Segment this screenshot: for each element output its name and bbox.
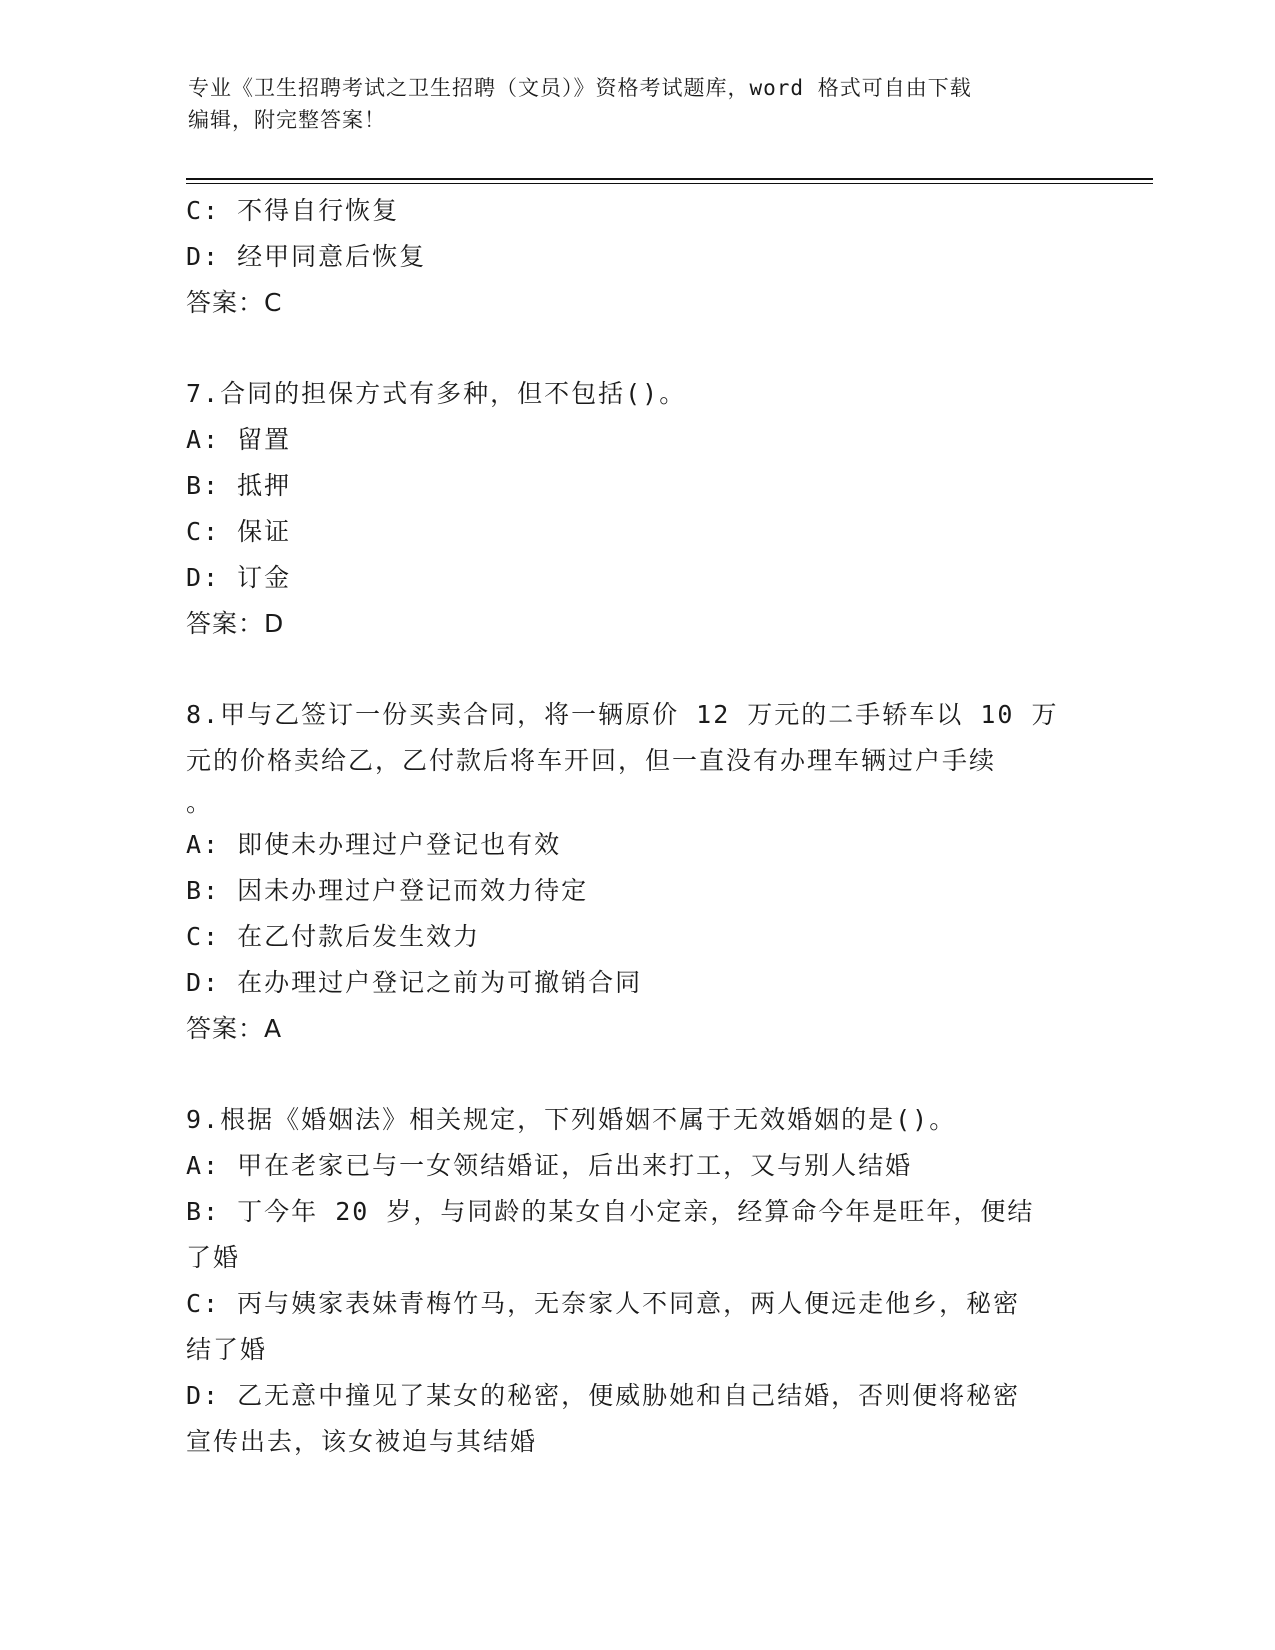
q6-answer: 答案：C [186, 288, 283, 317]
q8-title-line-1: 8.甲与乙签订一份买卖合同，将一辆原价 12 万元的二手轿车以 10 万 [186, 700, 1059, 729]
header-divider-thick [186, 178, 1153, 180]
q8-option-d: D: 在办理过户登记之前为可撤销合同 [186, 968, 643, 997]
question-8 [186, 692, 1086, 1052]
q6-option-d: D: 经甲同意后恢复 [186, 242, 427, 271]
question-9 [186, 1097, 1086, 1465]
q9-option-c-line-2: 结了婚 [186, 1335, 268, 1364]
q9-option-b-line-2: 了婚 [186, 1243, 241, 1272]
header-divider-thin [186, 183, 1153, 184]
q7-option-a: A: 留置 [186, 425, 292, 454]
q7-option-b: B: 抵押 [186, 471, 292, 500]
spacer [186, 326, 1086, 371]
q7-option-c: C: 保证 [186, 517, 292, 546]
q9-title: 9.根据《婚姻法》相关规定，下列婚姻不属于无效婚姻的是()。 [186, 1105, 957, 1134]
q9-option-b-line-1: B: 丁今年 20 岁，与同龄的某女自小定亲，经算命今年是旺年，便结 [186, 1197, 1035, 1226]
spacer [186, 647, 1086, 692]
header-line-1: 专业《卫生招聘考试之卫生招聘（文员）》资格考试题库，word 格式可自由下载 [188, 76, 972, 100]
q8-title-line-3: 。 [186, 788, 214, 817]
question-6-tail [186, 188, 1086, 326]
q8-option-b: B: 因未办理过户登记而效力待定 [186, 876, 589, 905]
spacer [186, 1052, 1086, 1097]
q8-option-a: A: 即使未办理过户登记也有效 [186, 830, 562, 859]
q9-option-c-line-1: C: 丙与姨家表妹青梅竹马，无奈家人不同意，两人便远走他乡，秘密 [186, 1289, 1021, 1318]
q7-answer: 答案：D [186, 609, 285, 638]
header-line-2: 编辑，附完整答案！ [188, 108, 386, 132]
q7-title: 7.合同的担保方式有多种，但不包括()。 [186, 379, 687, 408]
q9-option-d-line-2: 宣传出去，该女被迫与其结婚 [186, 1427, 538, 1456]
q9-option-d-line-1: D: 乙无意中撞见了某女的秘密，便威胁她和自己结婚，否则便将秘密 [186, 1381, 1021, 1410]
q8-title-line-2: 元的价格卖给乙，乙付款后将车开回，但一直没有办理车辆过户手续 [186, 746, 997, 775]
question-content [186, 188, 1086, 1465]
question-7 [186, 371, 1086, 647]
document-header [188, 72, 1068, 136]
q9-option-a: A: 甲在老家已与一女领结婚证，后出来打工，又与别人结婚 [186, 1151, 913, 1180]
q8-option-c: C: 在乙付款后发生效力 [186, 922, 481, 951]
q7-option-d: D: 订金 [186, 563, 292, 592]
q8-answer: 答案：A [186, 1014, 283, 1043]
q6-option-c: C: 不得自行恢复 [186, 196, 400, 225]
